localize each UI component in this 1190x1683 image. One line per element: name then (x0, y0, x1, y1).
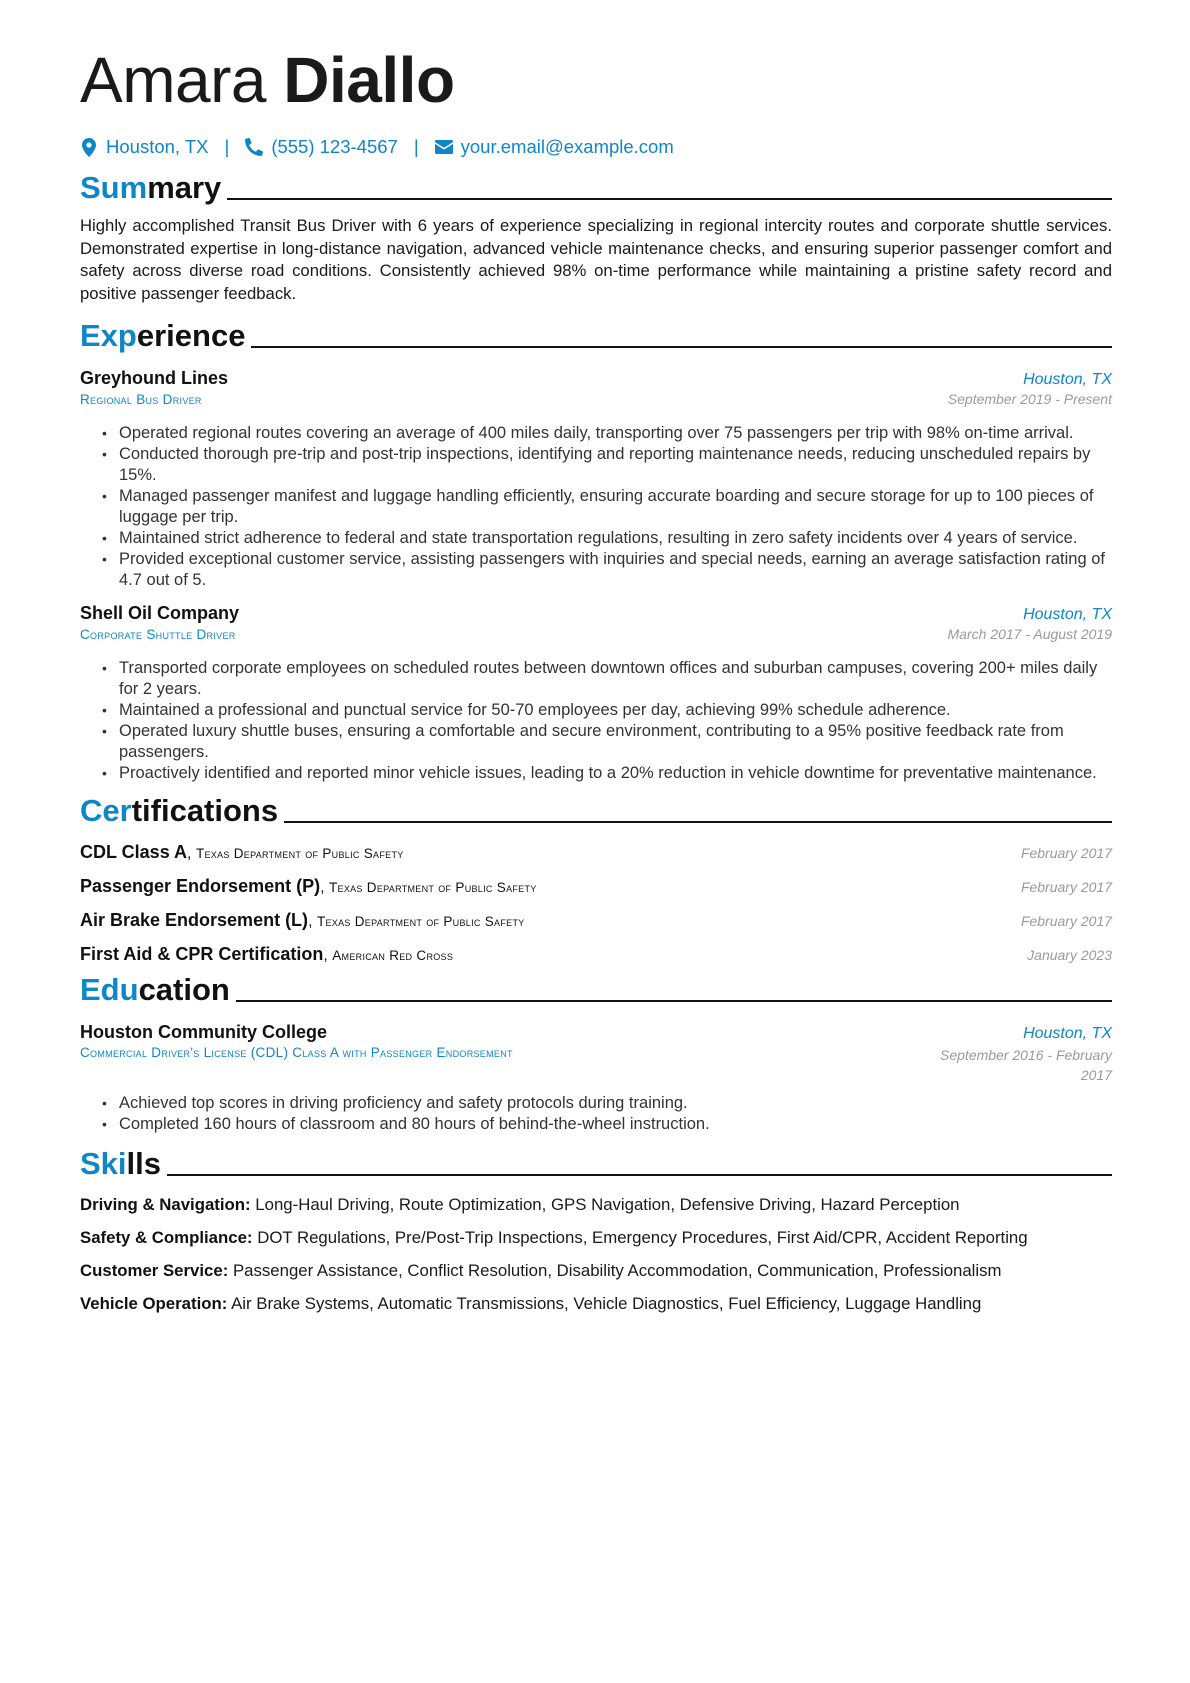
experience-section (80, 313, 1112, 784)
section-title: Education (80, 972, 230, 1008)
certification-issuer: Texas Department of Public Safety (195, 846, 404, 862)
skill-category: Safety & Compliance: (80, 1228, 253, 1248)
certification-item: First Aid & CPR Certification, American Red Cross January 2023 (80, 944, 1112, 965)
contact-phone (245, 136, 398, 158)
skill-category: Vehicle Operation: (80, 1294, 228, 1314)
list-item: • Achieved top scores in driving proficiency and safety protocols during training. (102, 1093, 1112, 1114)
contact-separator: | (224, 136, 230, 157)
job-entry (80, 603, 1112, 784)
first-name: Amara (80, 44, 266, 116)
education-section (80, 967, 1112, 1135)
contact-line (80, 132, 1112, 162)
program-name: Commercial Driver's License (CDL) Class A with Passenger Endorsement (80, 1045, 513, 1061)
skill-row (80, 1194, 1112, 1216)
certification-item: CDL Class A, Texas Department of Public Safety February 2017 (80, 842, 1112, 863)
envelope-icon (435, 137, 453, 157)
certification-issuer: Texas Department of Public Safety (328, 880, 537, 896)
list-item: • Provided exceptional customer service, assisting passengers with inquiries and special needs, earning an average satisfaction rating of 4.7 out of 5. (102, 549, 1112, 591)
summary-text: Highly accomplished Transit Bus Driver with 6 years of experience specializing in regional intercity routes and corporate shuttle services. Demonstrated expertise in long-distance navigation, advanced vehicle maintenance checks, and ensuring superior passenger comfort and safety across diverse road conditions. Consistently achieved 98% on-time performance while maintaining a pristine safety record and positive passenger feedback. (80, 216, 1112, 303)
phone-icon (245, 137, 263, 157)
phone-text[interactable]: (555) 123-4567 (271, 136, 398, 157)
list-item: • Operated luxury shuttle buses, ensuring a comfortable and secure environment, contributing to a 95% positive feedback rate from passengers. (102, 721, 1112, 763)
list-item: • Completed 160 hours of classroom and 80 hours of behind-the-wheel instruction. (102, 1114, 1112, 1135)
list-item: • Transported corporate employees on scheduled routes between downtown offices and suburban campuses, covering 200+ miles daily for 2 years. (102, 658, 1112, 700)
education-bullets (80, 1093, 1112, 1135)
certification-issuer: Texas Department of Public Safety (316, 914, 525, 930)
skill-category: Customer Service: (80, 1261, 229, 1281)
job-title: Regional Bus Driver (80, 392, 202, 408)
skill-list: Air Brake Systems, Automatic Transmissions, Vehicle Diagnostics, Fuel Efficiency, Luggage Handling (231, 1294, 982, 1314)
job-bullets (80, 658, 1112, 784)
section-header (80, 1141, 1112, 1181)
job-title: Corporate Shuttle Driver (80, 627, 236, 643)
skill-category: Driving & Navigation: (80, 1195, 251, 1215)
section-header (80, 788, 1112, 828)
map-pin-icon (80, 137, 98, 157)
list-item: • Operated regional routes covering an average of 400 miles daily, transporting over 75 passengers per trip with 98% on-time arrival. (102, 423, 1112, 444)
skill-list: Long-Haul Driving, Route Optimization, GPS Navigation, Defensive Driving, Hazard Perception (255, 1195, 960, 1215)
section-title: Skills (80, 1146, 161, 1182)
list-item: • Maintained strict adherence to federal and state transportation regulations, resulting in zero safety incidents over 4 years of service. (102, 528, 1112, 549)
certification-name: First Aid & CPR Certification (80, 944, 324, 965)
job-employer: Greyhound Lines (80, 368, 229, 389)
last-name: Diallo (283, 44, 455, 116)
section-divider (236, 1000, 1112, 1002)
section-header (80, 967, 1112, 1007)
section-title: Certifications (80, 793, 279, 829)
skills-section (80, 1141, 1112, 1315)
certification-date: February 2017 (1020, 879, 1112, 896)
job-entry (80, 368, 1112, 591)
skill-row (80, 1293, 1112, 1315)
skill-row (80, 1260, 1112, 1282)
list-item: • Conducted thorough pre-trip and post-trip inspections, identifying and reporting maintenance needs, reducing unscheduled repairs by 15%. (102, 444, 1112, 486)
section-title: Summary (80, 170, 222, 205)
certification-issuer: American Red Cross (332, 948, 454, 964)
certification-date: January 2023 (1027, 947, 1112, 964)
job-employer: Shell Oil Company (80, 603, 240, 624)
section-header (80, 165, 1112, 205)
contact-separator: | (413, 136, 419, 157)
skill-row (80, 1227, 1112, 1249)
job-bullets (80, 423, 1112, 591)
contact-location (80, 136, 209, 158)
certification-date: February 2017 (1020, 845, 1112, 862)
section-divider (251, 346, 1112, 348)
certification-date: February 2017 (1020, 913, 1112, 930)
contact-email (435, 136, 674, 158)
certification-item: Passenger Endorsement (P), Texas Department of Public Safety February 2017 (80, 876, 1112, 897)
email-link[interactable]: your.email@example.com (460, 136, 674, 157)
skill-list: Passenger Assistance, Conflict Resolution, Disability Accommodation, Communication, Professionalism (232, 1261, 1002, 1281)
certification-name: Passenger Endorsement (P) (80, 876, 321, 897)
section-title: Experience (80, 318, 246, 354)
certification-name: CDL Class A (80, 842, 188, 863)
job-dates: March 2017 - August 2019 (947, 626, 1112, 643)
certification-name: Air Brake Endorsement (L) (80, 910, 309, 931)
section-header (80, 313, 1112, 353)
list-item: • Proactively identified and reported minor vehicle issues, leading to a 20% reduction in vehicle downtime for preventative maintenance. (102, 763, 1112, 784)
skill-list: DOT Regulations, Pre/Post-Trip Inspections, Emergency Procedures, First Aid/CPR, Accident Reporting (257, 1228, 1028, 1248)
job-location: Houston, TX (1023, 371, 1112, 389)
candidate-name (80, 44, 1112, 116)
education-entry (80, 1022, 1112, 1135)
job-location: Houston, TX (1023, 606, 1112, 624)
section-divider (284, 821, 1112, 823)
list-item: • Managed passenger manifest and luggage handling efficiently, ensuring accurate boarding and secure storage for up to 100 pieces of luggage per trip. (102, 486, 1112, 528)
summary-section (80, 165, 1112, 305)
school-location: Houston, TX (1023, 1025, 1112, 1043)
section-divider (167, 1174, 1112, 1176)
job-dates: September 2019 - Present (947, 391, 1112, 408)
section-divider (227, 198, 1112, 200)
location-text: Houston, TX (106, 136, 209, 157)
certifications-section (80, 788, 1112, 965)
education-dates: September 2016 - February 2017 (940, 1047, 1112, 1084)
list-item: • Maintained a professional and punctual service for 50-70 employees per day, achieving 99% schedule adherence. (102, 700, 1112, 721)
school-name: Houston Community College (80, 1022, 327, 1043)
certification-item: Air Brake Endorsement (L), Texas Department of Public Safety February 2017 (80, 910, 1112, 931)
